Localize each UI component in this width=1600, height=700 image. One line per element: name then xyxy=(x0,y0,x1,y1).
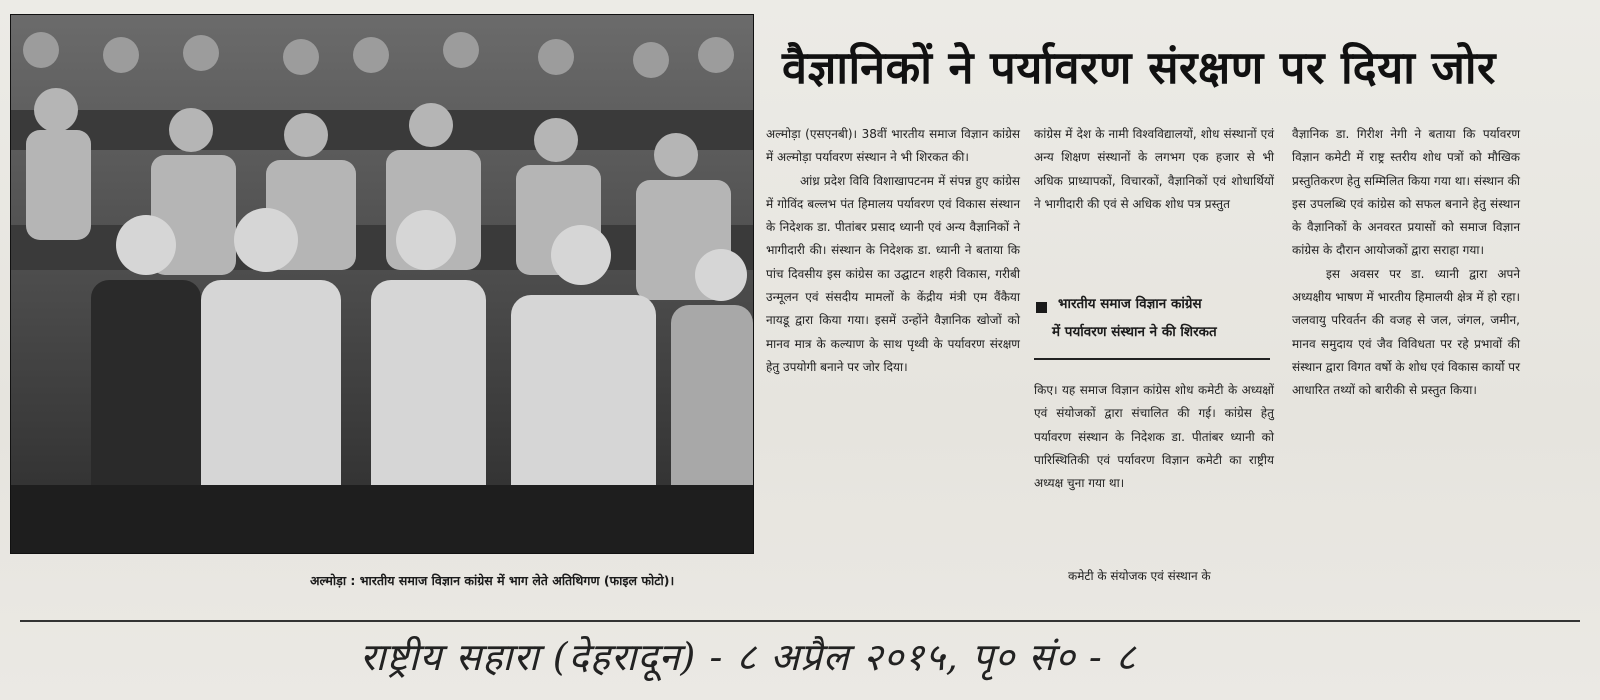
square-bullet-icon xyxy=(1036,302,1047,313)
article-headline: वैज्ञानिकों ने पर्यावरण संरक्षण पर दिया जोर xyxy=(782,41,1496,94)
audience-photo-illustration xyxy=(11,15,753,553)
article-paragraph: इस अवसर पर डा. ध्यानी द्वारा अपने अध्यक्षीय भाषण में भारतीय हिमालयी क्षेत्र में हो रहा। जलवायु परिवर्तन की वजह से जल, जंगल, जमीन, मानव समुदाय एवं जैव विविधता पर रहे प्रभावों की संस्थान द्वारा विगत वर्षो के शोध एवं विकास कार्यो पर आधारित तथ्यों को बारीकी से प्रस्तुत किया। xyxy=(1292,266,1520,398)
pull-quote-line-2: में पर्यावरण संस्थान ने की शिरकत xyxy=(1052,324,1217,340)
pull-quote-line-1: भारतीय समाज विज्ञान कांग्रेस xyxy=(1058,296,1202,312)
pull-quote xyxy=(1034,292,1270,360)
clipping-divider xyxy=(20,620,1580,622)
article-paragraph: आंध्र प्रदेश विवि विशाखापटनम में संपन्न हुए कांग्रेस में गोविंद बल्लभ पंत हिमालय पर्यावरण एवं विकास संस्थान के निदेशक डा. पीतांबर प्रसाद ध्यानी एवं अन्य वैज्ञानिकों ने भागीदारी की। संस्थान के निदेशक डा. ध्यानी ने बताया कि पांच दिवसीय इस कांग्रेस का उद्घाटन शहरी विकास, गरीबी उन्मूलन एवं संसदीय मामलों के केंद्रीय मंत्री एम वैंकैया नायडू द्वारा किया गया। इसमें उन्होंने वैज्ञानिक खोजों को मानव मात्र के कल्याण के साथ पृथ्वी के पर्यावरण संरक्षण हेतु उपयोगी बनाने पर जोर दिया। xyxy=(766,173,1020,374)
article-paragraph: किए। यह समाज विज्ञान कांग्रेस शोध कमेटी के अध्यक्षों एवं संयोजकों द्वारा संचालित की गई। कांग्रेस हेतु पर्यावरण संस्थान के निदेशक डा. पीतांबर ध्यानी को पारिस्थितिकी एवं पर्यावरण विज्ञान कमेटी का राष्ट्रीय अध्यक्ष चुना गया था। xyxy=(1034,383,1274,491)
article-column-1 xyxy=(766,123,1020,379)
article-photo xyxy=(10,14,754,554)
article-paragraph: अल्मोड़ा (एसएनबी)। 38वीं भारतीय समाज विज्ञान कांग्रेस में अल्मोड़ा पर्यावरण संस्थान ने भी शिरकत की। xyxy=(766,127,1020,165)
article-paragraph: कांग्रेस में देश के नामी विश्वविद्यालयों, शोध संस्थानों एवं अन्य शिक्षण संस्थानों के लगभग एक हजार से भी अधिक प्राध्यापकों, विचारकों, वैज्ञानिकों एवं शोधार्थियों ने भागीदारी की एवं से अधिक शोध पत्र प्रस्तुत xyxy=(1034,127,1274,211)
article-paragraph: कमेटी के संयोजक एवं संस्थान के xyxy=(1068,569,1211,583)
handwritten-source-note: राष्ट्रीय सहारा (देहरादून) - ८ अप्रैल २०१५, पृ० सं० - ८ xyxy=(360,635,1137,679)
photo-caption: अल्मोड़ा : भारतीय समाज विज्ञान कांग्रेस में भाग लेते अतिथिगण (फाइल फोटो)। xyxy=(310,573,675,588)
article-column-2-continued xyxy=(1034,379,1274,495)
article-column-3 xyxy=(1292,123,1520,403)
article-column-2 xyxy=(1034,123,1274,216)
article-paragraph: वैज्ञानिक डा. गिरीश नेगी ने बताया कि पर्यावरण विज्ञान कमेटी में राष्ट्र स्तरीय शोध पत्रों को मौखिक प्रस्तुतिकरण हेतु सम्मिलित किया गया था। संस्थान की इस उपलब्धि एवं कांग्रेस को सफल बनाने हेतु संस्थान के वैज्ञानिकों के अनवरत प्रयासों को समाज विज्ञान कांग्रेस के दौरान आयोजकों द्वारा सराहा गया। xyxy=(1292,127,1520,258)
